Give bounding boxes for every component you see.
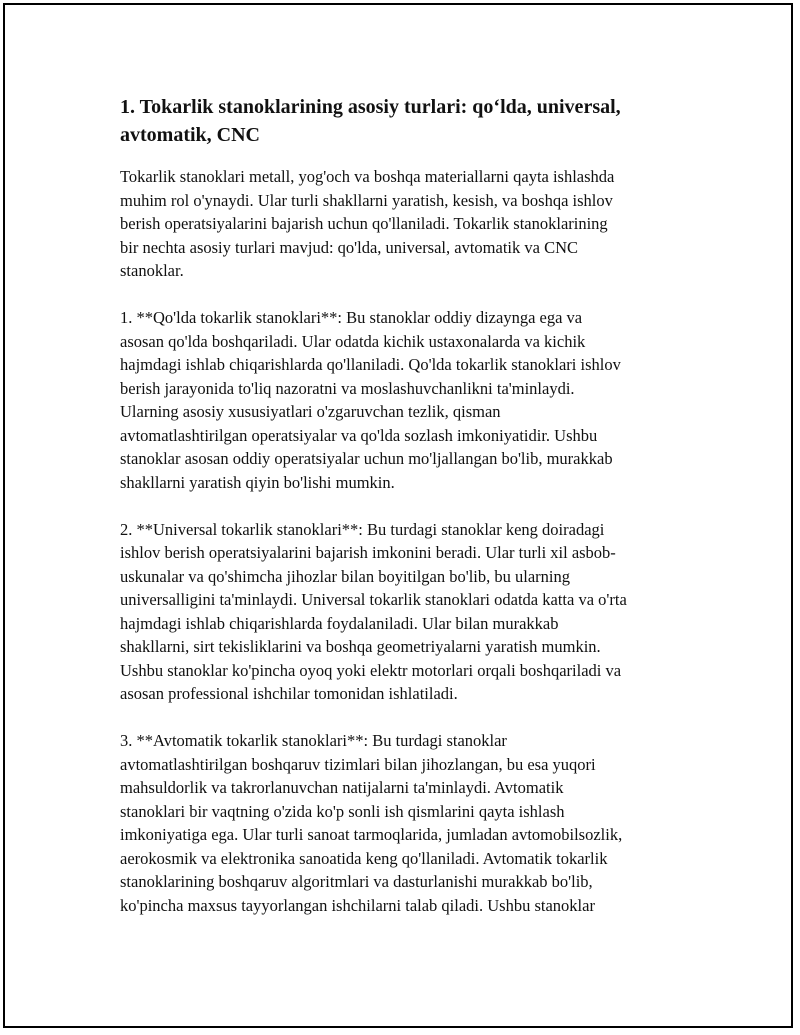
paragraph-line: stanoklar. <box>120 261 184 280</box>
paragraph-line: asosan professional ishchilar tomonidan ishlatiladi. <box>120 684 458 703</box>
manual-lathe-paragraph <box>120 306 688 494</box>
universal-lathe-paragraph <box>120 518 688 706</box>
paragraph-line: Ushbu stanoklar ko'pincha oyoq yoki elektr motorlari orqali boshqariladi va <box>120 660 622 680</box>
paragraph-line: mahsuldorlik va takrorlanuvchan natijalarni ta'minlaydi. Avtomatik <box>120 778 564 797</box>
paragraph-line: Ularning asosiy xususiyatlari o'zgaruvchan tezlik, qisman <box>120 402 501 421</box>
paragraph-line: muhim rol o'ynaydi. Ular turli shakllarni yaratish, kesish, va boshqa ishlov <box>120 190 613 210</box>
paragraph-line: aerokosmik va elektronika sanoatida keng qo'llaniladi. Avtomatik tokarlik <box>120 848 608 868</box>
paragraph-line: shakllarni yaratish qiyin bo'lishi mumkin. <box>120 472 395 492</box>
automatic-lathe-paragraph <box>120 729 688 917</box>
paragraph-line: ishlov berish operatsiyalarini bajarish imkonini beradi. Ular turli xil asbob- <box>120 543 616 562</box>
paragraph-line: stanoklar asosan oddiy operatsiyalar uchun mo'ljallangan bo'lib, murakkab <box>120 449 613 468</box>
paragraph-line: hajmdagi ishlab chiqarishlarda foydalaniladi. Ular bilan murakkab <box>120 613 559 633</box>
paragraph-line: berish jarayonida to'liq nazoratni va moslashuvchanlikni ta'minlaydi. <box>120 378 575 398</box>
heading-line: avtomatik, CNC <box>120 124 260 146</box>
paragraph-line: stanoklari bir vaqtning o'zida ko'p sonli ish qismlarini qayta ishlash <box>120 801 565 821</box>
paragraph-line: 2. **Universal tokarlik stanoklari**: Bu turdagi stanoklar keng doiradagi <box>120 519 605 539</box>
paragraph-line: ko'pincha maxsus tayyorlangan ishchilarni talab qiladi. Ushbu stanoklar <box>120 895 595 915</box>
paragraph-line: shakllarni, sirt tekisliklarini va boshqa geometriyalarni yaratish mumkin. <box>120 637 601 656</box>
section-heading <box>120 93 688 149</box>
paragraph-line: hajmdagi ishlab chiqarishlarda qo'llaniladi. Qo'lda tokarlik stanoklari ishlov <box>120 355 621 374</box>
paragraph-line: Tokarlik stanoklari metall, yog'och va boshqa materiallarni qayta ishlashda <box>120 167 615 186</box>
page-frame <box>3 3 793 1028</box>
paragraph-line: stanoklarining boshqaruv algoritmlari va dasturlanishi murakkab bo'lib, <box>120 872 593 891</box>
paragraph-line: 1. **Qo'lda tokarlik stanoklari**: Bu stanoklar oddiy dizaynga ega va <box>120 308 583 327</box>
document-body <box>120 93 688 941</box>
paragraph-line: 3. **Avtomatik tokarlik stanoklari**: Bu turdagi stanoklar <box>120 731 507 750</box>
paragraph-line: berish operatsiyalarini bajarish uchun qo'llaniladi. Tokarlik stanoklarining <box>120 214 608 233</box>
intro-paragraph <box>120 165 688 283</box>
paragraph-line: avtomatlashtirilgan operatsiyalar va qo'lda sozlash imkoniyatidir. Ushbu <box>120 425 598 445</box>
paragraph-line: asosan qo'lda boshqariladi. Ular odatda kichik ustaxonalarda va kichik <box>120 331 586 351</box>
paragraph-line: bir nechta asosiy turlari mavjud: qo'lda, universal, avtomatik va CNC <box>120 237 578 257</box>
heading-line: 1. Tokarlik stanoklarining asosiy turlari: qo‘lda, universal, <box>120 96 621 118</box>
paragraph-line: uskunalar va qo'shimcha jihozlar bilan boyitilgan bo'lib, bu ularning <box>120 566 570 586</box>
paragraph-line: imkoniyatiga ega. Ular turli sanoat tarmoqlarida, jumladan avtomobilsozlik, <box>120 825 623 844</box>
paragraph-line: universalligini ta'minlaydi. Universal tokarlik stanoklari odatda katta va o'rta <box>120 590 627 609</box>
paragraph-line: avtomatlashtirilgan boshqaruv tizimlari bilan jihozlangan, bu esa yuqori <box>120 754 596 774</box>
